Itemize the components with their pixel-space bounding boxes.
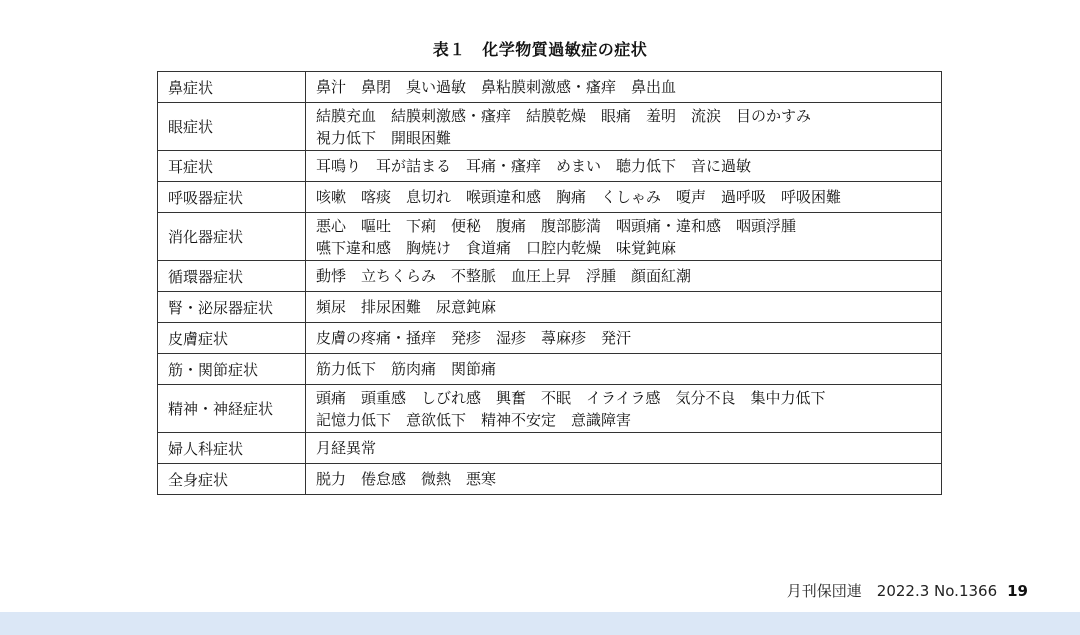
table-title: 表１ 化学物質過敏症の症状 xyxy=(432,40,648,59)
symptoms-table xyxy=(157,71,942,495)
symptom-list xyxy=(306,72,942,103)
table-row xyxy=(158,354,942,385)
symptom-line: 結膜充血 結膜刺激感・瘙痒 結膜乾燥 眼痛 羞明 流涙 目のかすみ xyxy=(316,106,812,125)
symptom-category: 婦人科症状 xyxy=(158,433,306,464)
table-row xyxy=(158,464,942,495)
table-row xyxy=(158,433,942,464)
symptom-list xyxy=(306,213,942,261)
symptom-list xyxy=(306,464,942,495)
symptom-list xyxy=(306,103,942,151)
symptom-line: 筋力低下 筋肉痛 関節痛 xyxy=(316,360,497,378)
table-row xyxy=(158,385,942,433)
table-row xyxy=(158,151,942,182)
symptom-category: 眼症状 xyxy=(158,103,306,151)
symptom-category: 鼻症状 xyxy=(158,72,306,103)
symptom-category: 皮膚症状 xyxy=(158,323,306,354)
table-row xyxy=(158,261,942,292)
symptom-line: 脱力 倦怠感 微熱 悪寒 xyxy=(316,470,497,488)
symptom-line: 皮膚の疼痛・掻痒 発疹 湿疹 蕁麻疹 発汗 xyxy=(316,329,632,347)
table-row xyxy=(158,292,942,323)
symptom-list xyxy=(306,292,942,323)
table-row xyxy=(158,182,942,213)
symptom-category: 耳症状 xyxy=(158,151,306,182)
symptom-list xyxy=(306,385,942,433)
table-row xyxy=(158,72,942,103)
symptom-list xyxy=(306,433,942,464)
symptom-category: 循環器症状 xyxy=(158,261,306,292)
symptom-list xyxy=(306,261,942,292)
symptom-line: 頭痛 頭重感 しびれ感 興奮 不眠 イライラ感 気分不良 集中力低下 xyxy=(316,388,826,407)
table-row xyxy=(158,323,942,354)
page-footer xyxy=(787,580,1028,601)
bottom-color-band xyxy=(0,612,1080,635)
symptom-line: 頻尿 排尿困難 尿意鈍麻 xyxy=(316,298,497,316)
symptom-line: 動悸 立ちくらみ 不整脈 血圧上昇 浮腫 顔面紅潮 xyxy=(316,267,692,285)
symptom-line: 耳鳴り 耳が詰まる 耳痛・瘙痒 めまい 聴力低下 音に過敏 xyxy=(316,157,752,175)
symptom-line: 月経異常 xyxy=(316,439,377,457)
symptom-line: 視力低下 開眼困難 xyxy=(316,128,452,147)
symptom-line: 咳嗽 喀痰 息切れ 喉頭違和感 胸痛 くしゃみ 嗄声 過呼吸 呼吸困難 xyxy=(316,188,842,206)
symptom-line: 嚥下違和感 胸焼け 食道痛 口腔内乾燥 味覚鈍麻 xyxy=(316,238,677,257)
page-number: 19 xyxy=(1007,582,1028,600)
symptom-line: 悪心 嘔吐 下痢 便秘 腹痛 腹部膨満 咽頭痛・違和感 咽頭浮腫 xyxy=(316,216,797,235)
symptom-category: 腎・泌尿器症状 xyxy=(158,292,306,323)
symptom-line: 記憶力低下 意欲低下 精神不安定 意識障害 xyxy=(316,410,632,429)
symptoms-table-body xyxy=(158,72,942,495)
journal-citation: 月刊保団連 2022.3 No.1366 xyxy=(786,582,998,600)
symptom-category: 消化器症状 xyxy=(158,213,306,261)
symptom-list xyxy=(306,354,942,385)
symptom-list xyxy=(306,182,942,213)
symptom-line: 鼻汁 鼻閉 臭い過敏 鼻粘膜刺激感・瘙痒 鼻出血 xyxy=(316,78,677,96)
symptom-category: 全身症状 xyxy=(158,464,306,495)
symptom-category: 筋・関節症状 xyxy=(158,354,306,385)
symptom-category: 呼吸器症状 xyxy=(158,182,306,213)
table-row xyxy=(158,213,942,261)
symptom-list xyxy=(306,323,942,354)
symptom-list xyxy=(306,151,942,182)
symptom-category: 精神・神経症状 xyxy=(158,385,306,433)
table-row xyxy=(158,103,942,151)
